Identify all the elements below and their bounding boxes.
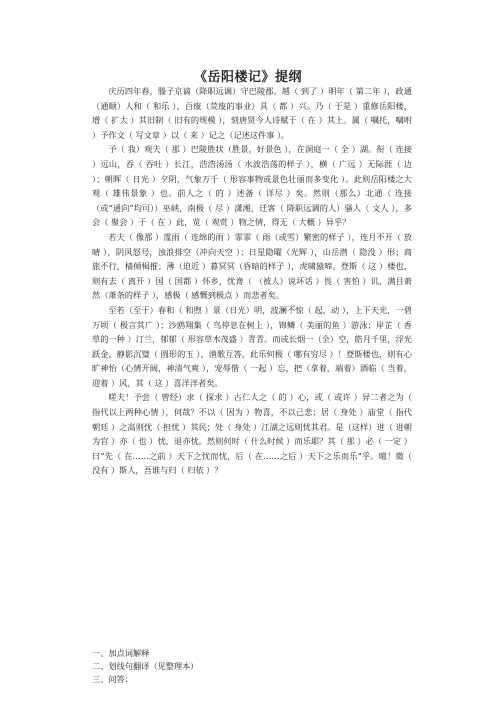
paragraph-2: 予（ 我）观夫（ 那 ）巴陵胜状（胜景，好景色 ），在洞庭一（ 全 ）湖。衔（ 连接 ）远山，吞（ 吞吐 ）长江，浩浩汤汤（ 水波浩荡的样子 ），横（ 广远 ）无际涯（ 边 ）；朝晖（ 日光 ）夕阴，气象万千（ 形容事物或景色壮丽而多变化 ）。此则岳阳楼之大观（ 雄伟景象 ）也。前人之（ 的 ）述备（ 详尽 ）矣。然则（那么）北通（ 连接（或“通向”均可））巫峡，南极（ 尽 ）潇湘，迁客（ 降职远调的人）骚人（ 文人 ），多会（ 聚会 ）于（ 在 ）此，览（ 观赏 ）物之情，得无（ 大概 ）异乎？ [92, 144, 412, 228]
paragraph-3: 若夫（ 像那 ）霪雨（ 连绵的雨 ）霏霏（ 雨（或雪）繁密的样子 ），连月不开（ 放晴 ），阴风怒号，浊浪排空（冲向天空 ）；日星隐曜（光辉 ），山岳潜（ 隐没 ）形；商旅不行，樯倾楫摧；薄（迫近 ）暮冥冥（昏暗的样子 ），虎啸猿啼。登斯（ 这 ）楼也，则有去（ 离开 ）国（ 国都 ）怀乡，忧谗（ （被人）说坏话 ）畏（ 害怕 ）讥，满目萧然（萧条的样子 ），感极（ 感慨到极点 ）而悲者矣。 [92, 231, 412, 301]
paragraph-4: 至若（至于）春和（ 和煦 ）景（日光）明，波澜不惊（ 起，动 ），上下天光，一碧万顷（ 极言其广 ）；沙鸥翔集（ 鸟停息在树上 ），锦鳞（ 美丽的鱼 ）游泳；岸芷（ 香草的一种 ）汀兰，郁郁（ 形容草木茂盛 ）青青。而或长烟一（全）空，皓月千里，浮光跃金，静影沉璧（ 圆形的玉 ），渔歌互答，此乐何极（ 哪有穷尽 ）！登斯楼也，则有心旷神怡（心情开阔，神清气爽 ），宠辱偕（ 一起 ）忘，把（拿着，端着）酒临（ 当着，迎着 ）风，其（ 这 ）喜洋洋者矣。 [92, 304, 412, 388]
paragraph-5: 嗟夫！予尝（ 曾经）求（ 探求 ）古仁人之（ 的 ）心，或（ 或许 ）异二者之为（ 指代以上两种心情 ），何哉？不以（ 因为 ）物喜，不以己悲；居（ 身处 ）庙堂（ 指代朝廷 ）之高则忧（ 担忧 ）其民；处（ 身处 ）江湖之远则忧其君。是（这样）进（ 进朝为官 ）亦（ 也 ）忧，退亦忧。然则何时（ 什么时候 ）而乐耶？其（ 那 ）必（ 一定 ）曰“先（ 在……之前 ）天下之忧而忧，后（ 在……之后 ）天下之乐而乐”乎。噫！微（ 没有 ）斯人，吾谁与归（ 归依 ）？ [92, 392, 412, 476]
document-body [92, 84, 412, 478]
question-list [92, 647, 412, 686]
question-item: 一、加点词解释 [92, 648, 150, 658]
paragraph-1: 庆历四年春，滕子京谪（降职远调）守巴陵郡。越（ 到了 ）明年（ 第二年 ），政通（通顺）人和（ 和乐 ），百废（荒废的事业）具（ 都 ）兴。乃（ 于是 ）重修岳阳楼，增（ 扩大 ）其旧制（ 旧有的规模 ），刻唐贤今人诗赋于（ 在 ）其上。属（ 嘱托，嘱咐 ）予作文（ 写文章 ）以（ 来 ）记之（记述这件事 ）。 [92, 86, 412, 140]
question-item: 三、问答： [92, 674, 133, 684]
document-title: 《岳阳楼记》提纲 [193, 70, 302, 85]
question-item: 二、划线句翻译（见整理本） [92, 661, 199, 671]
